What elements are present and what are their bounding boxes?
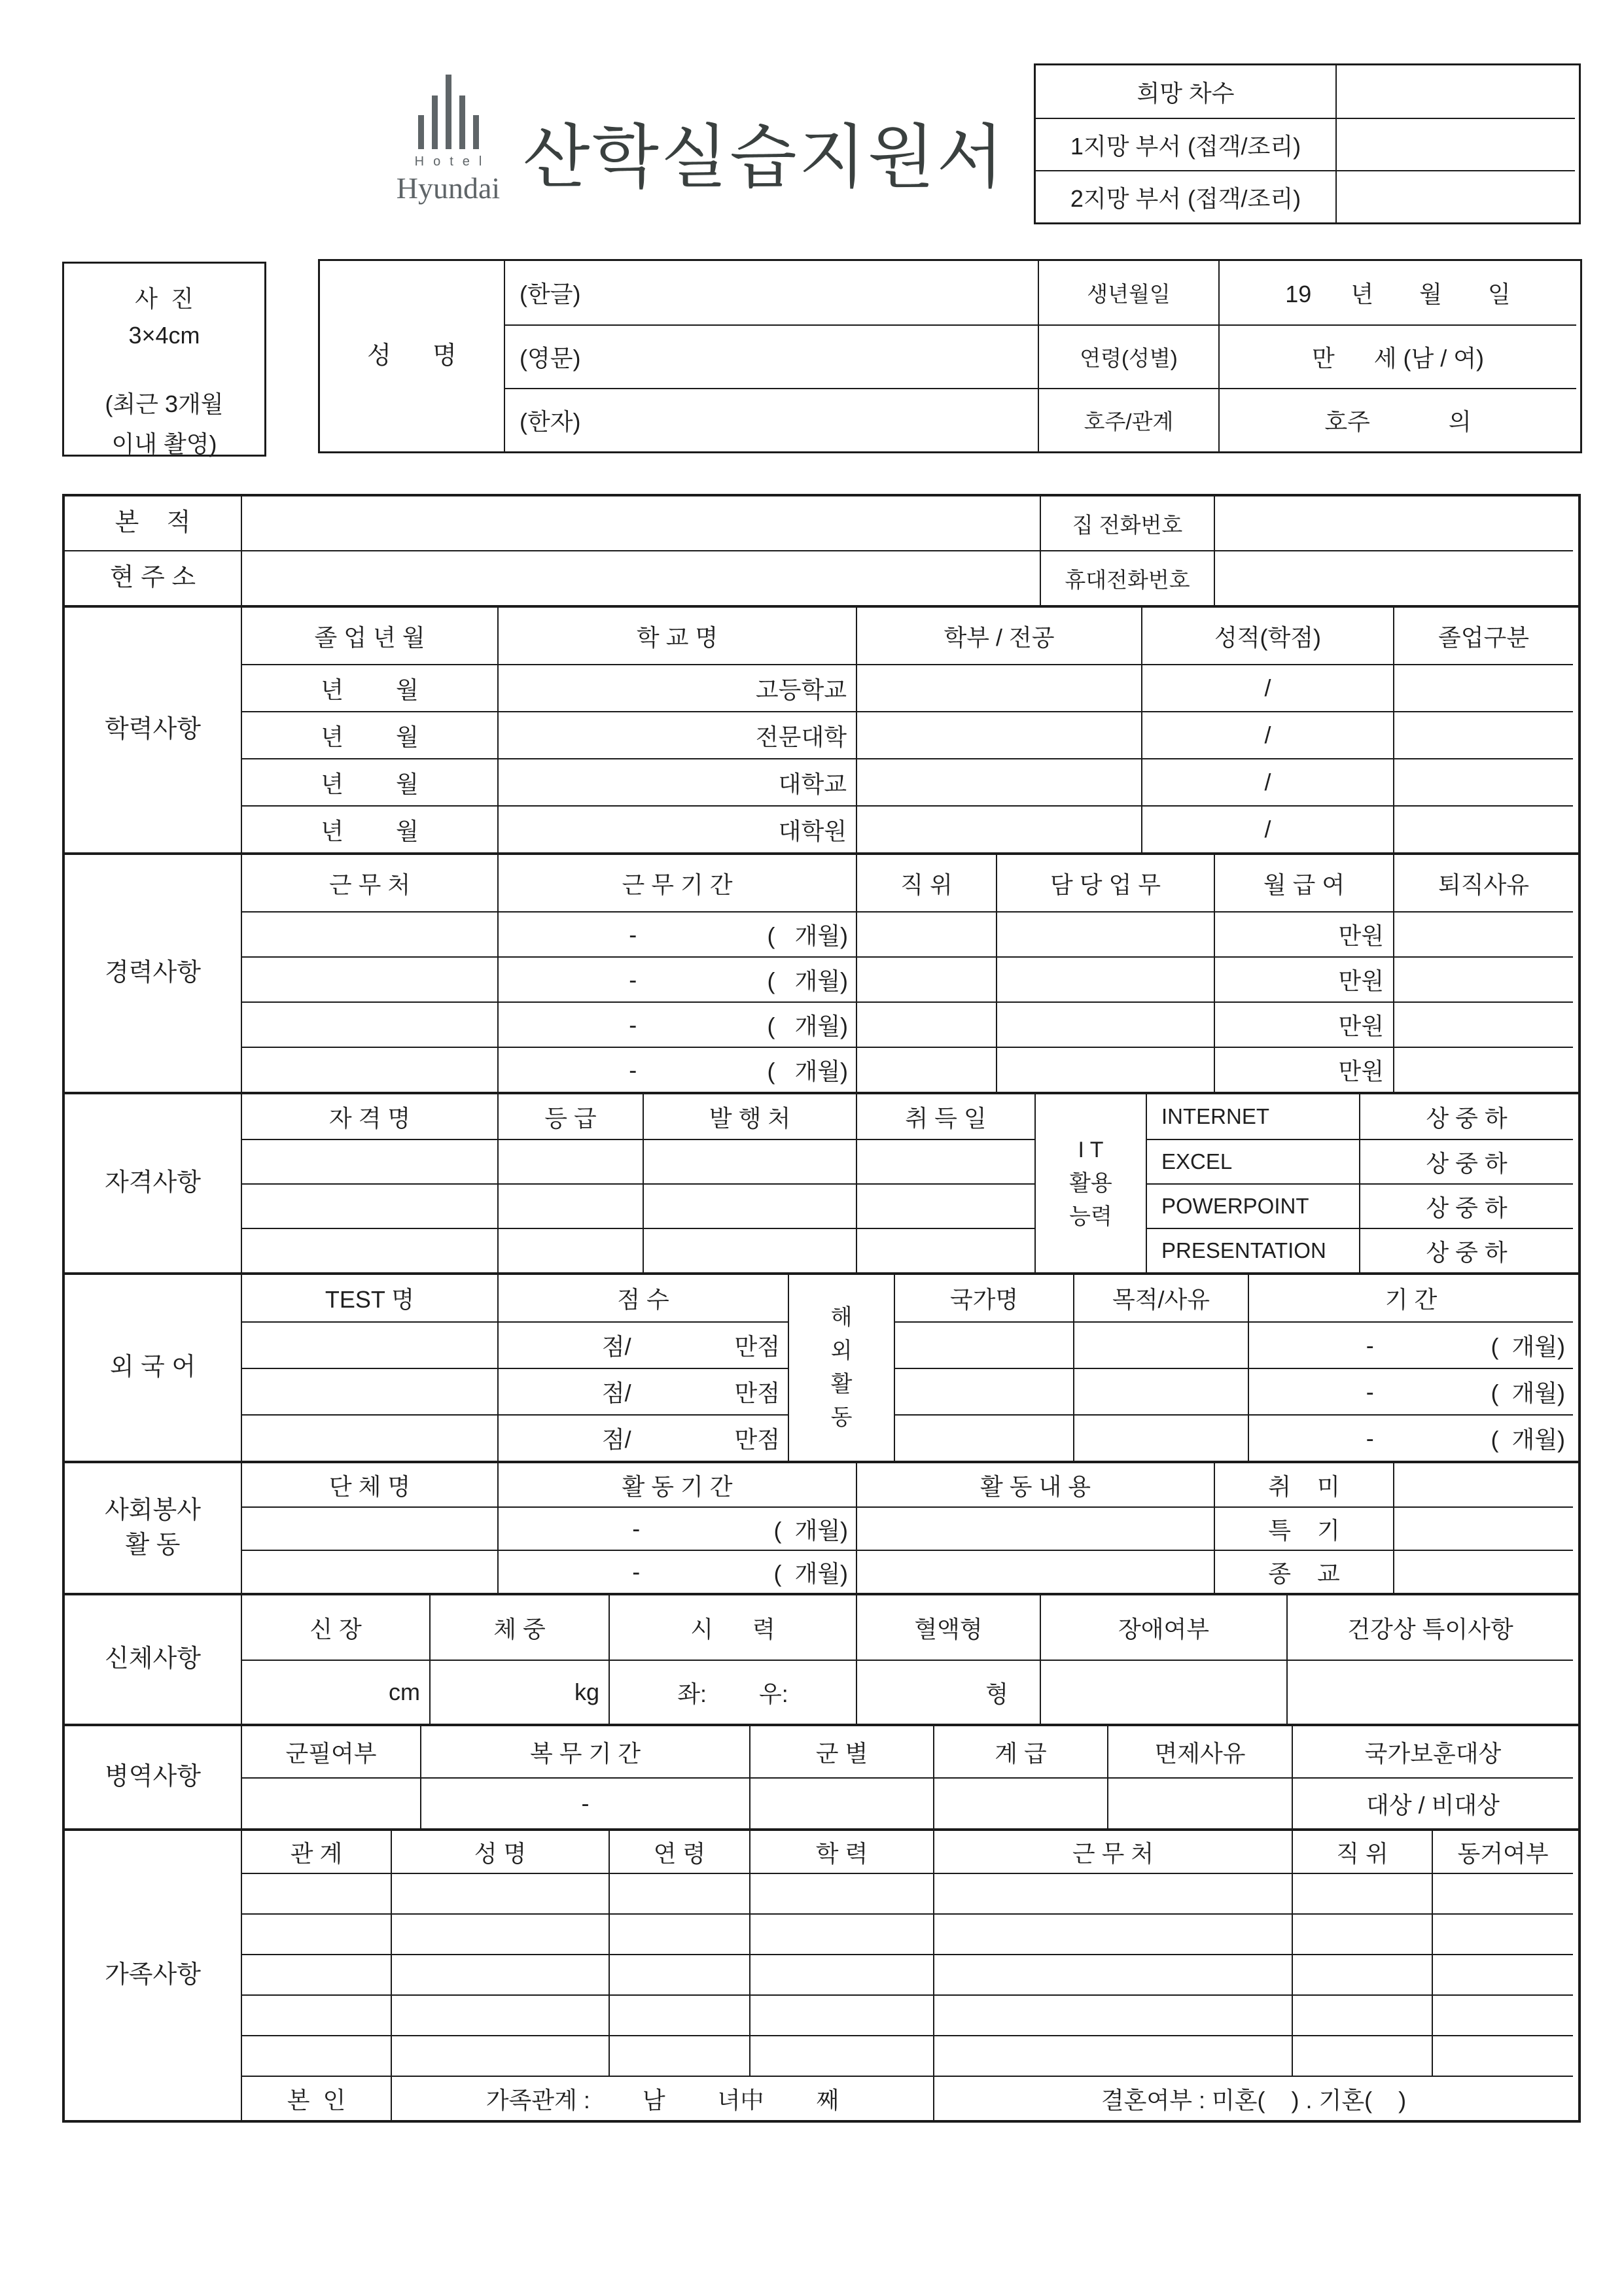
- family-relation-field[interactable]: [241, 1954, 391, 1994]
- photo-note-line1: (최근 3개월: [105, 391, 224, 417]
- period-months-unit: ( 개월): [1491, 1380, 1565, 1406]
- career-reason-field[interactable]: [1393, 1001, 1573, 1047]
- identity-table: [318, 259, 1582, 453]
- social-period-field[interactable]: [497, 1506, 856, 1550]
- education-grade-field[interactable]: /: [1141, 711, 1393, 758]
- specialty-field[interactable]: [1393, 1506, 1573, 1550]
- section-military: [65, 1724, 1578, 1828]
- education-header-major: 학부 / 전공: [856, 608, 1141, 664]
- career-period-field[interactable]: [497, 1001, 856, 1047]
- qualification-header-level: 등 급: [497, 1094, 643, 1139]
- career-position-field[interactable]: [856, 1001, 996, 1047]
- name-hangul-label: (한글): [520, 281, 581, 307]
- family-cohabit-field[interactable]: [1432, 1873, 1573, 1913]
- family-position-field[interactable]: [1292, 2035, 1432, 2076]
- family-name-field[interactable]: [391, 1994, 609, 2035]
- qualification-issuer-field[interactable]: [643, 1139, 856, 1183]
- family-name-field[interactable]: [391, 1913, 609, 1954]
- education-major-field[interactable]: [856, 711, 1141, 758]
- period-dash: -: [1366, 1424, 1374, 1452]
- qualification-header-name: 자 격 명: [241, 1094, 497, 1139]
- wish-table: [1034, 63, 1581, 224]
- family-relation-field[interactable]: [241, 1873, 391, 1913]
- family-education-field[interactable]: [749, 1994, 933, 2035]
- career-workplace-field[interactable]: [241, 956, 497, 1001]
- overseas-purpose-field[interactable]: [1073, 1368, 1248, 1414]
- weight-field[interactable]: kg: [429, 1660, 609, 1724]
- career-period-field[interactable]: [497, 1047, 856, 1092]
- section-label-family: 가족사항: [105, 1961, 201, 1989]
- it-skill-excel: EXCEL: [1146, 1139, 1359, 1183]
- score-max-unit: 만점: [734, 1333, 780, 1360]
- language-test-field[interactable]: [241, 1368, 497, 1414]
- section-address: [65, 496, 1578, 605]
- overseas-label-char: 활: [830, 1372, 853, 1397]
- period-months-unit: ( 개월): [1491, 1333, 1565, 1360]
- physical-header-height: 신 장: [241, 1595, 429, 1660]
- military-veteran-field[interactable]: 대상 / 비대상: [1292, 1777, 1573, 1828]
- career-duty-field[interactable]: [996, 1001, 1214, 1047]
- family-workplace-field[interactable]: [933, 1873, 1292, 1913]
- military-period-field[interactable]: -: [420, 1777, 749, 1828]
- home-phone-field[interactable]: [1214, 496, 1573, 550]
- registered-address-field[interactable]: [241, 496, 1040, 550]
- career-header-reason: 퇴직사유: [1393, 855, 1573, 911]
- section-language: [65, 1272, 1578, 1461]
- family-age-field[interactable]: [609, 1873, 749, 1913]
- education-school-field[interactable]: 대학원: [497, 805, 856, 852]
- military-exemption-field[interactable]: [1107, 1777, 1292, 1828]
- physical-header-vision: 시 력: [609, 1595, 856, 1660]
- overseas-purpose-field[interactable]: [1073, 1414, 1248, 1461]
- label-current-address: 현 주 소: [65, 550, 241, 605]
- career-header-salary: 월 급 여: [1214, 855, 1393, 911]
- overseas-header-country: 국가명: [894, 1275, 1073, 1321]
- section-label-social-service: [65, 1463, 241, 1593]
- family-age-field[interactable]: [609, 1913, 749, 1954]
- photo-box[interactable]: [62, 262, 266, 457]
- family-header-age: 연 령: [609, 1831, 749, 1873]
- career-header-period: 근 무 기 간: [497, 855, 856, 911]
- it-skill-excel-scale[interactable]: 상 중 하: [1359, 1139, 1573, 1183]
- career-salary-field[interactable]: 만원: [1214, 1001, 1393, 1047]
- education-date-field[interactable]: 년 월: [241, 664, 497, 711]
- language-score-field[interactable]: [497, 1414, 788, 1461]
- period-months-unit: ( 개월): [767, 1013, 848, 1039]
- family-workplace-field[interactable]: [933, 1954, 1292, 1994]
- family-age-field[interactable]: [609, 1954, 749, 1994]
- education-date-field[interactable]: 년 월: [241, 758, 497, 805]
- education-header-date: 졸 업 년 월: [241, 608, 497, 664]
- label-birthdate: 생년월일: [1038, 261, 1218, 324]
- family-relation-field[interactable]: [241, 1913, 391, 1954]
- family-position-field[interactable]: [1292, 1913, 1432, 1954]
- family-header-education: 학 력: [749, 1831, 933, 1873]
- period-dash: -: [629, 1011, 637, 1038]
- qualification-date-field[interactable]: [856, 1183, 1034, 1228]
- family-header-position: 직 위: [1292, 1831, 1432, 1873]
- education-school-field[interactable]: 전문대학: [497, 711, 856, 758]
- family-relation-field[interactable]: [241, 2035, 391, 2076]
- social-content-field[interactable]: [856, 1506, 1214, 1550]
- section-label-physical: 신체사항: [105, 1645, 201, 1673]
- section-label-qualification: 자격사항: [105, 1169, 201, 1197]
- military-header-branch: 군 별: [749, 1726, 933, 1777]
- education-school-field[interactable]: 대학교: [497, 758, 856, 805]
- overseas-purpose-field[interactable]: [1073, 1321, 1248, 1368]
- family-workplace-field[interactable]: [933, 2035, 1292, 2076]
- name-hangul-field[interactable]: [504, 261, 1038, 324]
- label-specialty: 특 기: [1214, 1506, 1393, 1550]
- period-dash: -: [1366, 1378, 1374, 1405]
- education-date-field[interactable]: 년 월: [241, 711, 497, 758]
- language-score-field[interactable]: [497, 1368, 788, 1414]
- social-label-line: 활 동: [125, 1531, 181, 1559]
- current-address-field[interactable]: [241, 550, 1040, 605]
- overseas-period-field[interactable]: [1248, 1368, 1573, 1414]
- career-duty-field[interactable]: [996, 956, 1214, 1001]
- qualification-name-field[interactable]: [241, 1139, 497, 1183]
- birthdate-field[interactable]: 19 년 월 일: [1218, 261, 1576, 324]
- social-label-line: 사회봉사: [105, 1496, 201, 1524]
- logo-building-bar: [459, 96, 465, 149]
- logo-hotel-text: Hotel: [414, 154, 491, 169]
- overseas-period-field[interactable]: [1248, 1321, 1573, 1368]
- label-it-skills: [1034, 1094, 1146, 1272]
- military-completed-field[interactable]: [241, 1777, 420, 1828]
- career-reason-field[interactable]: [1393, 911, 1573, 956]
- label-age-gender: 연령(성별): [1038, 324, 1218, 388]
- family-name-field[interactable]: [391, 1954, 609, 1994]
- family-name-field[interactable]: [391, 1873, 609, 1913]
- period-months-unit: ( 개월): [767, 1058, 848, 1085]
- overseas-country-field[interactable]: [894, 1321, 1073, 1368]
- family-age-field[interactable]: [609, 2035, 749, 2076]
- vision-field[interactable]: 좌: 우:: [609, 1660, 856, 1724]
- photo-label: 사 진: [135, 285, 194, 312]
- military-branch-field[interactable]: [749, 1777, 933, 1828]
- main-table: [62, 494, 1581, 2123]
- family-cohabit-field[interactable]: [1432, 1994, 1573, 2035]
- age-gender-field[interactable]: 만 세 (남 / 여): [1218, 324, 1576, 388]
- education-major-field[interactable]: [856, 805, 1141, 852]
- family-workplace-field[interactable]: [933, 1994, 1292, 2035]
- military-header-period: 복 무 기 간: [420, 1726, 749, 1777]
- qualification-name-field[interactable]: [241, 1228, 497, 1272]
- qualification-issuer-field[interactable]: [643, 1228, 856, 1272]
- period-months-unit: ( 개월): [767, 922, 848, 949]
- overseas-header-period: 기 간: [1248, 1275, 1573, 1321]
- military-header-completed: 군필여부: [241, 1726, 420, 1777]
- language-test-field[interactable]: [241, 1414, 497, 1461]
- social-header-period: 활 동 기 간: [497, 1463, 856, 1506]
- period-months-unit: ( 개월): [1491, 1426, 1565, 1453]
- family-header-relation: 관 계: [241, 1831, 391, 1873]
- logo-building-bar: [446, 75, 451, 149]
- career-duty-field[interactable]: [996, 1047, 1214, 1092]
- career-duty-field[interactable]: [996, 911, 1214, 956]
- physical-header-health: 건강상 특이사항: [1286, 1595, 1573, 1660]
- career-workplace-field[interactable]: [241, 1001, 497, 1047]
- education-major-field[interactable]: [856, 664, 1141, 711]
- it-skill-internet: INTERNET: [1146, 1094, 1359, 1139]
- qualification-date-field[interactable]: [856, 1228, 1034, 1272]
- score-max-unit: 만점: [734, 1426, 780, 1453]
- family-cohabit-field[interactable]: [1432, 1954, 1573, 1994]
- name-english-label: (영문): [520, 345, 581, 372]
- name-hanja-label: (한자): [520, 408, 581, 435]
- label-hobby: 취 미: [1214, 1463, 1393, 1506]
- label-second-choice-dept: 2지망 부서 (접객/조리): [1036, 170, 1335, 222]
- section-label-education: 학력사항: [105, 716, 201, 744]
- period-months-unit: ( 개월): [773, 1516, 848, 1544]
- qualification-level-field[interactable]: [497, 1228, 643, 1272]
- household-head-field[interactable]: 호주 의: [1218, 388, 1576, 451]
- military-rank-field[interactable]: [933, 1777, 1107, 1828]
- education-date-field[interactable]: 년 월: [241, 805, 497, 852]
- overseas-country-field[interactable]: [894, 1368, 1073, 1414]
- education-header-type: 졸업구분: [1393, 608, 1573, 664]
- overseas-country-field[interactable]: [894, 1414, 1073, 1461]
- score-unit: 점/: [601, 1426, 631, 1453]
- qualification-name-field[interactable]: [241, 1183, 497, 1228]
- period-dash: -: [632, 1558, 641, 1585]
- it-skill-presentation: PRESENTATION: [1146, 1228, 1359, 1272]
- it-skill-presentation-scale[interactable]: 상 중 하: [1359, 1228, 1573, 1272]
- language-test-field[interactable]: [241, 1321, 497, 1368]
- disability-field[interactable]: [1040, 1660, 1286, 1724]
- second-choice-dept-field[interactable]: [1335, 170, 1575, 222]
- label-religion: 종 교: [1214, 1550, 1393, 1593]
- career-position-field[interactable]: [856, 911, 996, 956]
- logo-building-bar: [473, 115, 479, 149]
- section-education: [65, 605, 1578, 852]
- career-position-field[interactable]: [856, 1047, 996, 1092]
- logo-building-bar: [432, 96, 438, 149]
- logo-building-icon: [383, 73, 514, 149]
- career-header-workplace: 근 무 처: [241, 855, 497, 911]
- overseas-label-char: 외: [830, 1338, 853, 1363]
- career-header-position: 직 위: [856, 855, 996, 911]
- label-first-choice-dept: 1지망 부서 (접객/조리): [1036, 118, 1335, 170]
- social-header-content: 활 동 내 용: [856, 1463, 1214, 1506]
- social-content-field[interactable]: [856, 1550, 1214, 1593]
- period-dash: -: [629, 920, 637, 948]
- health-note-field[interactable]: [1286, 1660, 1573, 1724]
- section-label-career: 경력사항: [105, 959, 201, 987]
- career-workplace-field[interactable]: [241, 1047, 497, 1092]
- it-label-line: 능력: [1069, 1204, 1112, 1229]
- family-workplace-field[interactable]: [933, 1913, 1292, 1954]
- social-organization-field[interactable]: [241, 1550, 497, 1593]
- career-reason-field[interactable]: [1393, 1047, 1573, 1092]
- family-education-field[interactable]: [749, 1954, 933, 1994]
- education-type-field[interactable]: [1393, 805, 1573, 852]
- family-self-label: 본 인: [241, 2076, 391, 2120]
- career-salary-field[interactable]: 만원: [1214, 911, 1393, 956]
- military-header-veteran: 국가보훈대상: [1292, 1726, 1573, 1777]
- education-header-school: 학 교 명: [497, 608, 856, 664]
- qualification-date-field[interactable]: [856, 1139, 1034, 1183]
- page-title: 산학실습지원서: [523, 119, 1006, 196]
- name-hanja-field[interactable]: [504, 388, 1038, 451]
- family-education-field[interactable]: [749, 1913, 933, 1954]
- it-label-line: I T: [1078, 1137, 1104, 1162]
- language-header-test: TEST 명: [241, 1275, 497, 1321]
- education-school-field[interactable]: 고등학교: [497, 664, 856, 711]
- mobile-phone-field[interactable]: [1214, 550, 1573, 605]
- period-dash: -: [1366, 1331, 1374, 1359]
- photo-note-line2: 이내 촬영): [111, 430, 217, 457]
- marriage-status-field[interactable]: 결혼여부 : 미혼( ) . 기혼( ): [933, 2076, 1573, 2120]
- military-header-exemption: 면제사유: [1107, 1726, 1292, 1777]
- family-position-field[interactable]: [1292, 1994, 1432, 2035]
- name-english-field[interactable]: [504, 324, 1038, 388]
- it-skill-internet-scale[interactable]: 상 중 하: [1359, 1094, 1573, 1139]
- score-unit: 점/: [601, 1380, 631, 1406]
- family-education-field[interactable]: [749, 1873, 933, 1913]
- it-label-line: 활용: [1069, 1170, 1112, 1196]
- section-qualification: [65, 1092, 1578, 1272]
- hobby-field[interactable]: [1393, 1463, 1573, 1506]
- blood-type-field[interactable]: 형: [856, 1660, 1040, 1724]
- overseas-label-char: 해: [830, 1305, 853, 1330]
- qualification-level-field[interactable]: [497, 1183, 643, 1228]
- section-career: [65, 852, 1578, 1092]
- logo-brand-text: Hyundai: [396, 171, 501, 205]
- wish-round-field[interactable]: [1335, 65, 1575, 118]
- section-label-language: 외 국 어: [109, 1353, 196, 1382]
- family-age-field[interactable]: [609, 1994, 749, 2035]
- career-period-field[interactable]: [497, 911, 856, 956]
- hotel-hyundai-logo: [383, 73, 514, 205]
- family-name-field[interactable]: [391, 2035, 609, 2076]
- physical-header-disability: 장애여부: [1040, 1595, 1286, 1660]
- career-salary-field[interactable]: 만원: [1214, 1047, 1393, 1092]
- qualification-header-issuer: 발 행 처: [643, 1094, 856, 1139]
- period-dash: -: [632, 1515, 641, 1542]
- career-reason-field[interactable]: [1393, 956, 1573, 1001]
- education-header-grade: 성적(학점): [1141, 608, 1393, 664]
- overseas-label-char: 동: [830, 1405, 853, 1430]
- label-household-head: 호주/관계: [1038, 388, 1218, 451]
- period-dash: -: [629, 965, 637, 993]
- family-education-field[interactable]: [749, 2035, 933, 2076]
- it-skill-powerpoint-scale[interactable]: 상 중 하: [1359, 1183, 1573, 1228]
- label-registered-address: 본 적: [115, 509, 191, 537]
- family-position-field[interactable]: [1292, 1954, 1432, 1994]
- first-choice-dept-field[interactable]: [1335, 118, 1575, 170]
- career-header-duty: 담 당 업 무: [996, 855, 1214, 911]
- education-grade-field[interactable]: /: [1141, 664, 1393, 711]
- logo-building-bar: [418, 115, 424, 149]
- family-relation-field[interactable]: [241, 1994, 391, 2035]
- score-max-unit: 만점: [734, 1380, 780, 1406]
- section-label-military: 병역사항: [105, 1763, 201, 1791]
- physical-header-blood: 혈액형: [856, 1595, 1040, 1660]
- career-salary-field[interactable]: 만원: [1214, 956, 1393, 1001]
- photo-size: 3×4cm: [128, 322, 200, 349]
- education-grade-field[interactable]: /: [1141, 805, 1393, 852]
- label-mobile-phone: 휴대전화번호: [1040, 550, 1214, 605]
- physical-header-weight: 체 중: [429, 1595, 609, 1660]
- label-home-phone: 집 전화번호: [1040, 496, 1214, 550]
- education-type-field[interactable]: [1393, 758, 1573, 805]
- social-period-field[interactable]: [497, 1550, 856, 1593]
- label-overseas-activity: [788, 1275, 894, 1461]
- family-header-workplace: 근 무 처: [933, 1831, 1292, 1873]
- education-major-field[interactable]: [856, 758, 1141, 805]
- education-type-field[interactable]: [1393, 664, 1573, 711]
- section-social-service: [65, 1461, 1578, 1593]
- education-type-field[interactable]: [1393, 711, 1573, 758]
- section-family: [65, 1828, 1578, 2120]
- qualification-header-date: 취 득 일: [856, 1094, 1034, 1139]
- height-field[interactable]: cm: [241, 1660, 429, 1724]
- qualification-level-field[interactable]: [497, 1139, 643, 1183]
- period-months-unit: ( 개월): [767, 967, 848, 994]
- military-header-rank: 계 급: [933, 1726, 1107, 1777]
- overseas-header-purpose: 목적/사유: [1073, 1275, 1248, 1321]
- score-unit: 점/: [601, 1333, 631, 1360]
- career-position-field[interactable]: [856, 956, 996, 1001]
- period-dash: -: [629, 1056, 637, 1083]
- career-period-field[interactable]: [497, 956, 856, 1001]
- social-header-organization: 단 체 명: [241, 1463, 497, 1506]
- language-header-score: 점 수: [497, 1275, 788, 1321]
- label-wish-round: 희망 차수: [1137, 79, 1235, 107]
- family-cohabit-field[interactable]: [1432, 2035, 1573, 2076]
- family-position-field[interactable]: [1292, 1873, 1432, 1913]
- qualification-issuer-field[interactable]: [643, 1183, 856, 1228]
- social-organization-field[interactable]: [241, 1506, 497, 1550]
- education-grade-field[interactable]: /: [1141, 758, 1393, 805]
- section-physical: [65, 1593, 1578, 1724]
- family-relation-summary-field[interactable]: 가족관계 : 남 녀中 째: [391, 2076, 933, 2120]
- family-cohabit-field[interactable]: [1432, 1913, 1573, 1954]
- family-header-cohabit: 동거여부: [1432, 1831, 1573, 1873]
- religion-field[interactable]: [1393, 1550, 1573, 1593]
- family-header-name: 성 명: [391, 1831, 609, 1873]
- it-skill-powerpoint: POWERPOINT: [1146, 1183, 1359, 1228]
- career-workplace-field[interactable]: [241, 911, 497, 956]
- label-name: 성 명: [367, 341, 457, 370]
- period-months-unit: ( 개월): [773, 1559, 848, 1587]
- overseas-period-field[interactable]: [1248, 1414, 1573, 1461]
- language-score-field[interactable]: [497, 1321, 788, 1368]
